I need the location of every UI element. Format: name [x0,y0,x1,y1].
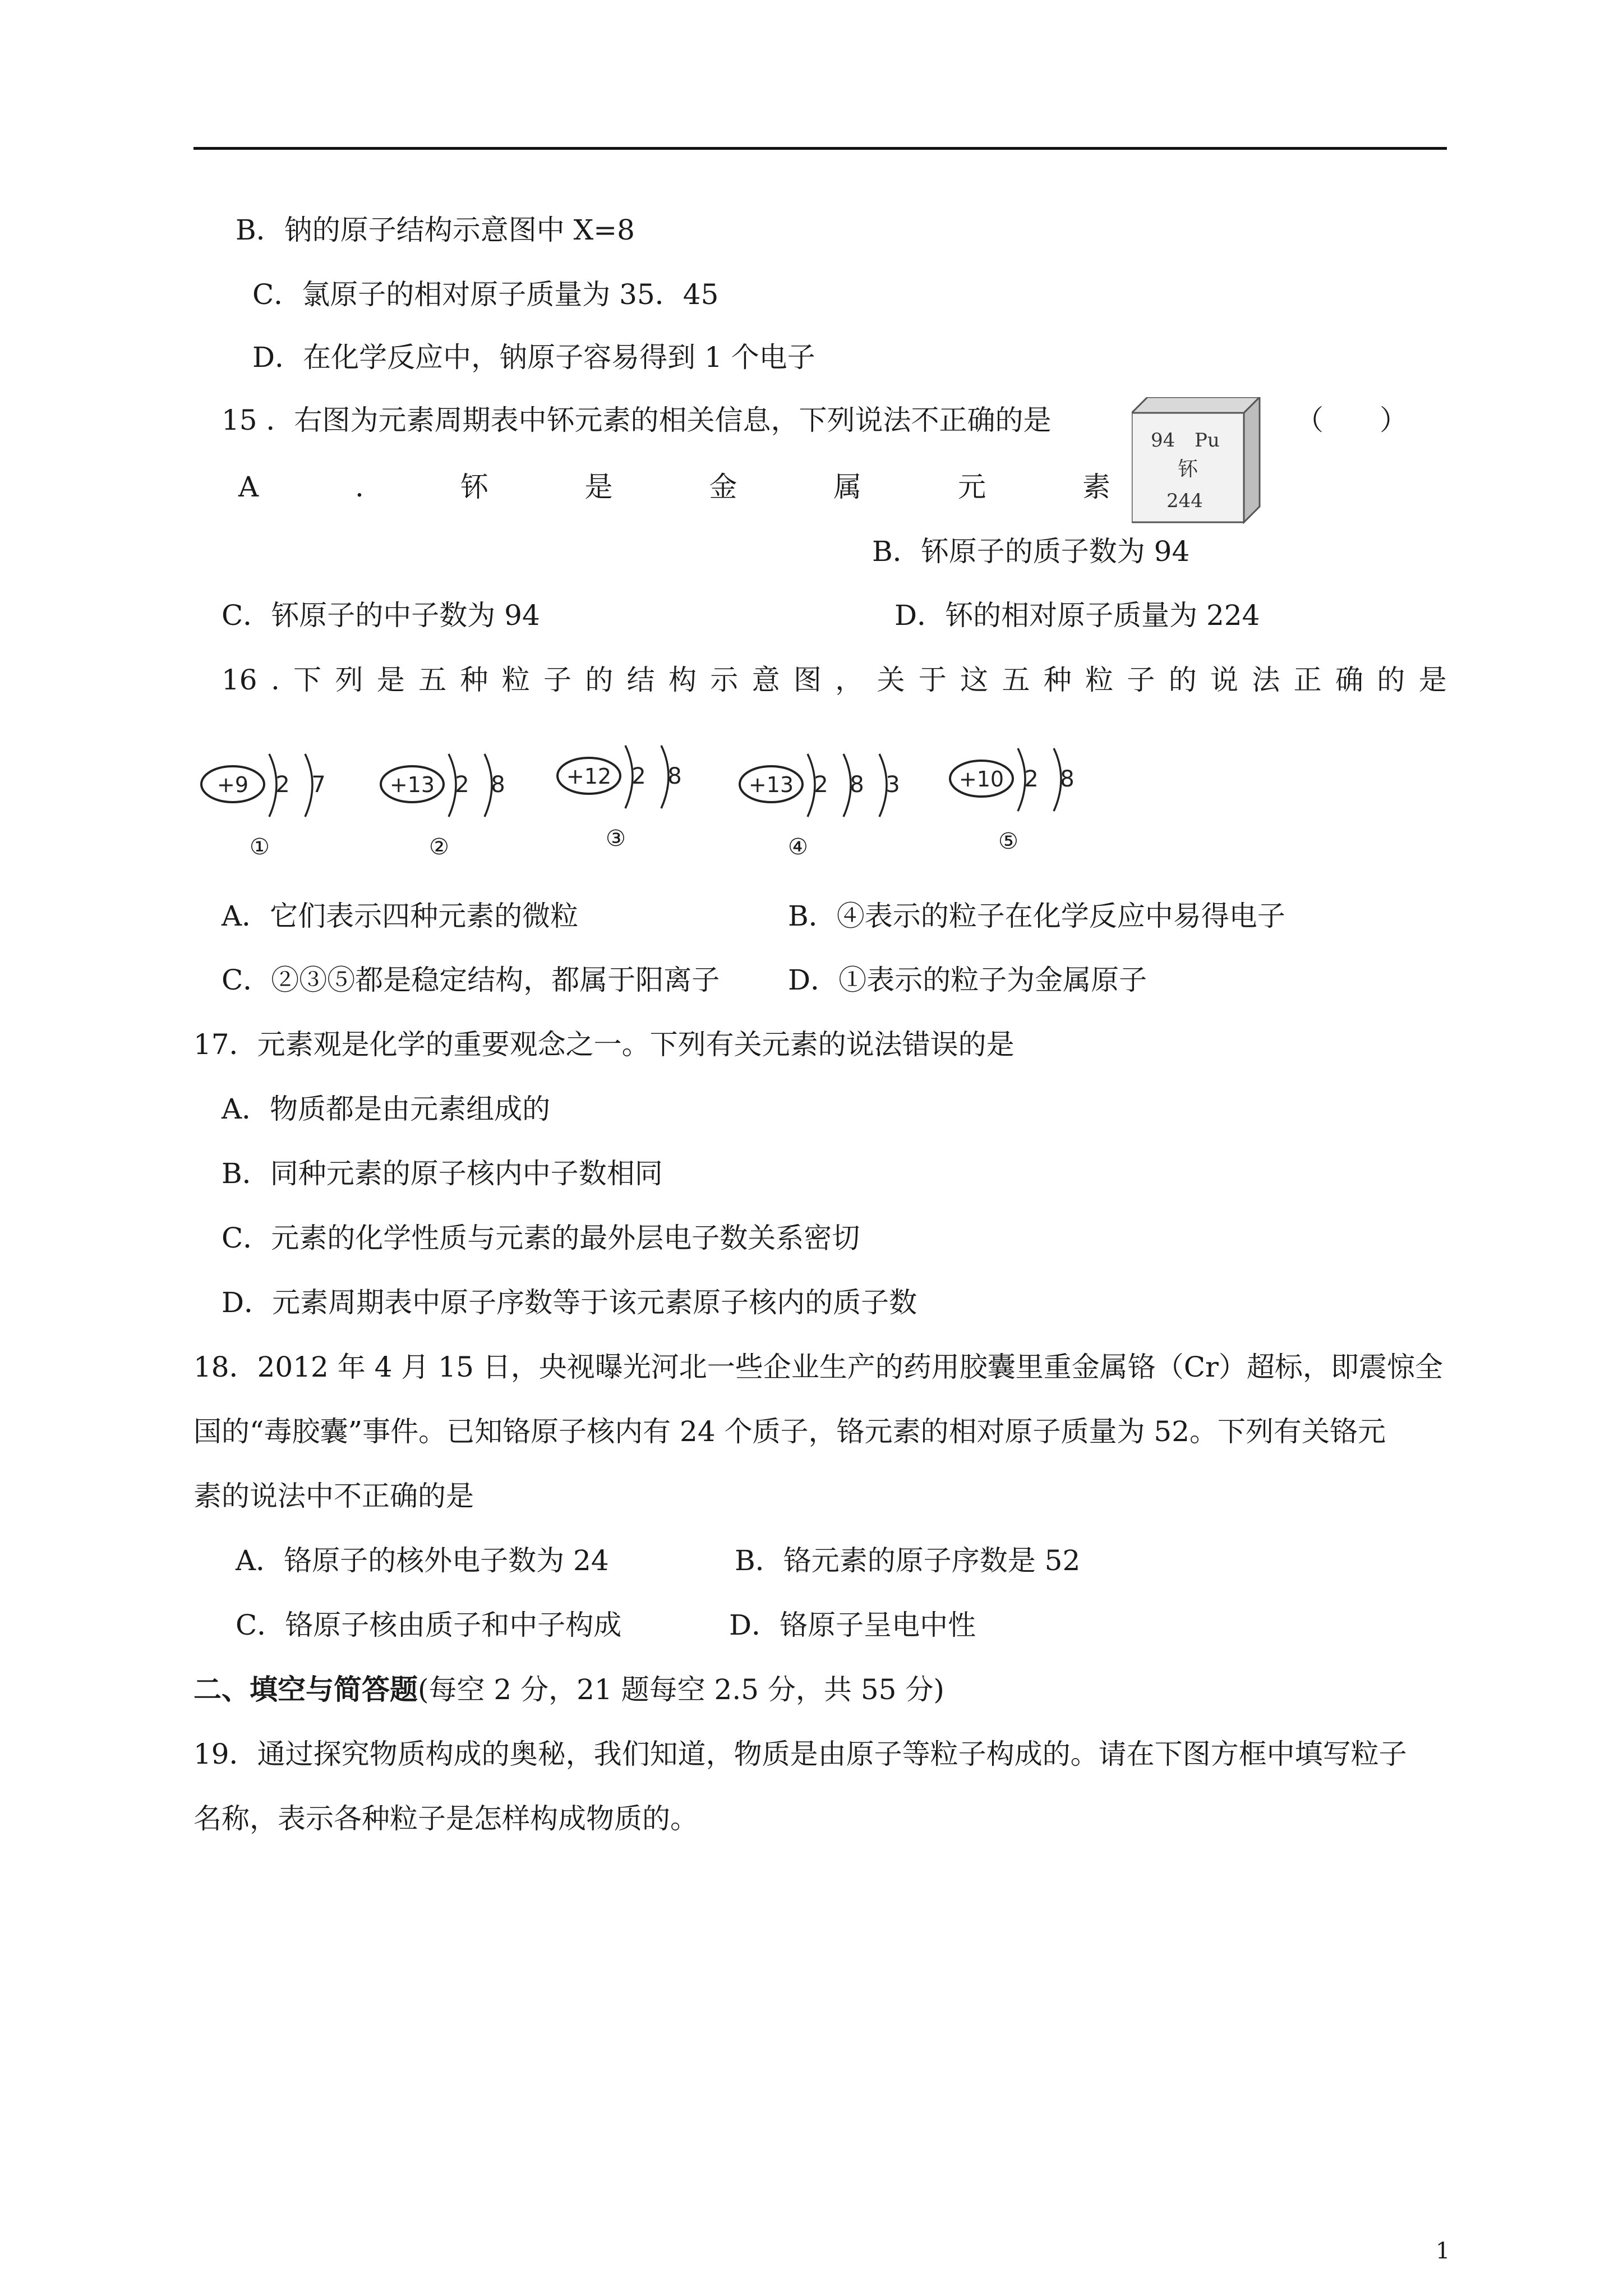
element-number: 94 [1151,429,1175,452]
q15-option-a-char: 元 [958,471,986,503]
q16-stem-char: 图 [793,664,822,696]
q16-stem-char: 结 [626,664,655,696]
element-symbol: Pu [1195,429,1220,452]
particle-label: ② [429,834,449,860]
q16-stem-char: 构 [668,664,697,696]
nucleus-charge: +13 [748,772,794,797]
section-heading [193,1673,944,1706]
shell-electron-count: 7 [311,772,326,798]
element-name: 钚 [1178,458,1198,481]
q18-stem-line3: 素的说法中不正确的是 [193,1480,474,1512]
particle-diagram [199,752,362,837]
q15-stem: 15 ．右图为元素周期表中钚元素的相关信息，下列说法不正确的是 [222,404,1052,436]
q14-option-b: B．钠的原子结构示意图中 X=8 [236,214,635,246]
q16-stem-char: 法 [1252,664,1280,696]
shell-electron-count: 2 [455,772,469,798]
header-rule [193,147,1447,150]
q17-option-a: A．物质都是由元素组成的 [222,1093,551,1125]
q16-stem-char: 列 [335,664,363,696]
nucleus-charge: +10 [958,767,1004,792]
shell-electron-count: 8 [850,772,864,798]
q16-stem-char: 说 [1210,664,1239,696]
q16-stem-char: 确 [1335,664,1363,696]
particle-diagram [379,752,541,837]
q16-stem-char: 粒 [501,664,530,696]
section-scoring-note: (每空 2 分，21 题每空 2.5 分，共 55 分) [418,1673,944,1706]
q16-stem-char: 子 [543,664,572,696]
q15-option-a-char: 素 [1082,471,1110,503]
q16-stem-char: 这 [960,664,989,696]
q16-stem-char: 示 [710,664,739,696]
q18-stem-line1: 18．2012 年 4 月 15 日，央视曝光河北一些企业生产的药用胶囊里重金属铬（Cr）超标，即震惊全 [193,1351,1443,1383]
q15-option-a [238,473,1110,501]
q16-stem-char: 意 [751,664,780,696]
q14-option-d: D．在化学反应中，钠原子容易得到 1 个电子 [252,341,815,374]
q16-option-c: C．②③⑤都是稳定结构，都属于阳离子 [222,964,720,996]
q17-stem: 17．元素观是化学的重要观念之一。下列有关元素的说法错误的是 [193,1028,1015,1061]
nucleus-charge: +9 [216,772,249,797]
q16-option-d: D．①表示的粒子为金属原子 [788,964,1147,996]
q16-stem-char: 于 [918,664,947,696]
q16-stem-char: 子 [1127,664,1155,696]
q15-option-b: B．钚原子的质子数为 94 [872,535,1190,568]
q16-stem-char: 是 [376,664,405,696]
q18-stem-line2: 国的“毒胶囊”事件。已知铬原子核内有 24 个质子，铬元素的相对原子质量为 52。下列有关铬元 [193,1415,1386,1448]
particle-diagram [737,752,939,837]
q16-stem-char: 16 [222,664,257,696]
q16-stem-char: 关 [877,664,905,696]
shell-electron-count: 2 [814,772,828,798]
q16-stem-char: 种 [460,664,488,696]
q17-option-d: D．元素周期表中原子序数等于该元素原子核内的质子数 [222,1286,917,1319]
particle-diagram [555,743,718,829]
q16-stem-char: ， [835,664,864,696]
q16-stem-char: 粒 [1085,664,1114,696]
shell-electron-count: 8 [491,772,505,798]
nucleus-charge: +12 [566,764,612,789]
q16-option-b: B．④表示的粒子在化学反应中易得电子 [788,900,1285,932]
q16-stem-char: 的 [1377,664,1405,696]
q15-option-a-char: . [354,471,364,503]
q18-option-c: C．铬原子核由质子和中子构成 [236,1609,622,1641]
q15-option-a-char: 属 [833,471,862,503]
q15-option-c: C．钚原子的中子数为 94 [222,599,540,632]
q16-stem-char: 是 [1418,664,1447,696]
q18-option-d: D．铬原子呈电中性 [729,1609,976,1641]
q16-stem-char: . [270,664,280,696]
q15-option-a-char: 金 [709,471,737,503]
element-mass: 244 [1166,490,1203,512]
q17-option-c: C．元素的化学性质与元素的最外层电子数关系密切 [222,1222,860,1254]
q15-option-a-char: 是 [584,471,613,503]
particle-diagram [948,746,1110,831]
q19-stem-line1: 19．通过探究物质构成的奥秘，我们知道，物质是由原子等粒子构成的。请在下图方框中填写粒子 [193,1738,1407,1770]
q19-stem-line2: 名称，表示各种粒子是怎样构成物质的。 [193,1802,698,1835]
shell-electron-count: 2 [1024,766,1039,792]
q16-option-a: A．它们表示四种元素的微粒 [222,900,579,932]
q16-stem-char: 正 [1293,664,1322,696]
q16-stem-char: 的 [585,664,614,696]
nucleus-charge: +13 [389,772,435,797]
q18-option-a: A．铬原子的核外电子数为 24 [236,1544,609,1577]
q14-option-c: C．氯原子的相对原子质量为 35．45 [252,278,719,311]
particle-label: ④ [788,834,808,860]
particle-label: ⑤ [998,829,1018,854]
q15-option-d: D．钚的相对原子质量为 224 [895,599,1260,632]
q15-option-a-char: A [238,471,259,503]
shell-electron-count: 8 [667,763,682,789]
particle-label: ③ [606,826,626,852]
q16-stem-char: 下 [293,664,322,696]
q17-option-b: B．同种元素的原子核内中子数相同 [222,1157,663,1190]
q16-stem-char: 五 [418,664,447,696]
shell-electron-count: 8 [1060,766,1075,792]
q16-stem-char: 五 [1002,664,1030,696]
page-number: 1 [1436,2238,1450,2264]
q16-stem [222,666,1447,694]
q16-stem-char: 种 [1043,664,1072,696]
section-title: 二、填空与简答题 [193,1673,418,1706]
shell-electron-count: 2 [275,772,290,798]
shell-electron-count: 3 [886,772,900,798]
q18-option-b: B．铬元素的原子序数是 52 [735,1544,1081,1577]
q15-answer-paren: （ ） [1295,404,1408,436]
particle-label: ① [250,834,270,860]
element-box-plutonium [1132,397,1260,525]
shell-electron-count: 2 [631,763,646,789]
q15-option-a-char: 钚 [460,471,488,503]
q16-stem-char: 的 [1168,664,1197,696]
